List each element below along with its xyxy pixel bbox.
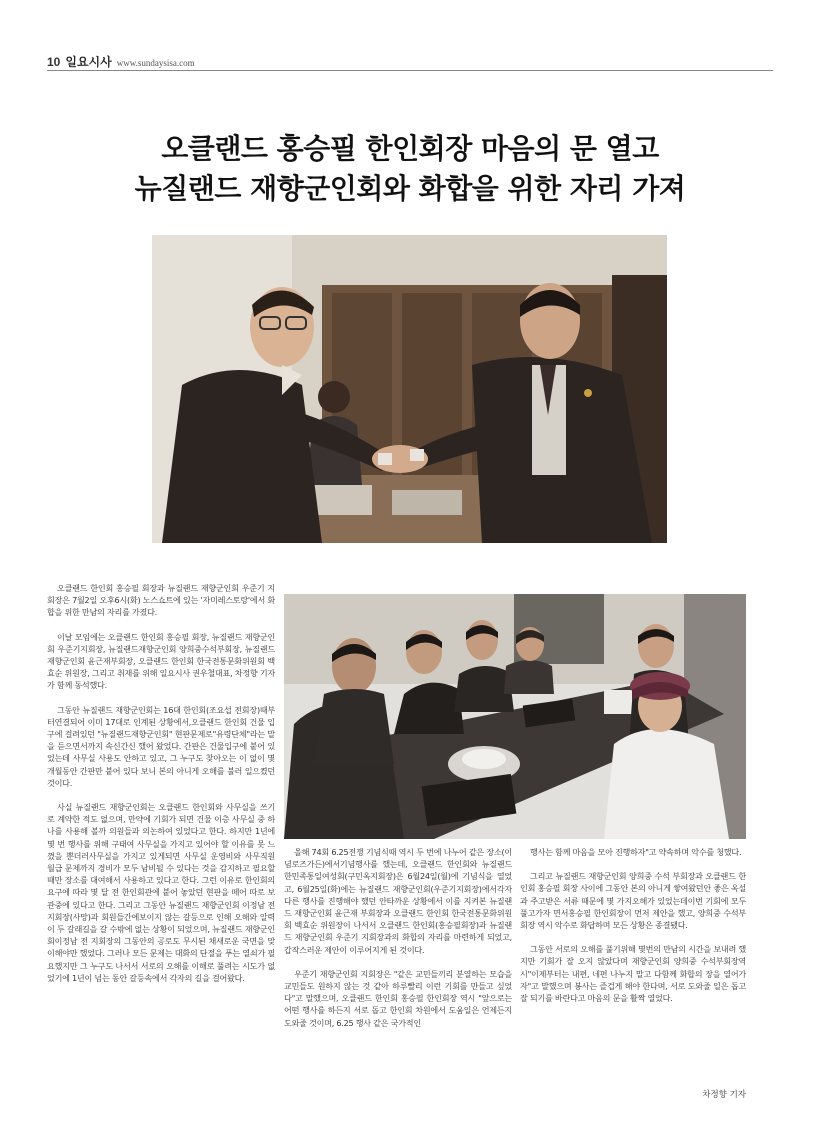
article-paragraph: 그동안 서로의 오해를 풀기위해 몇번의 만남의 시간을 보내려 했지만 기회가 잘 오지 않았다며 재향군인회 양희중 수석부회장역시"이제부터는 내편, 네편 나누지 말고 다함께 화합의 장을 열어가자"고 말했으며 봉사는 즐겁게 해야 한다며, 서로 도와줄 일은 돕고 잘 되기를 바란다고 마음의 문을 활짝 열었다. (520, 944, 746, 1004)
article-paragraph: 우준기 재향군인회 지회장은 "같은 교민들끼리 분열하는 모습을 교민들도 원하지 않는 것 같아 하루빨리 이런 기회를 만들고 싶었다"고 말했으며, 오클랜드 한인회 홍승필 한인회장 역시 "앞으로는 어떤 행사를 하든지 서로 돕고 한인회 차원에서 도움일은 언제든지 도와줄 것이며, 6.25 행사 같은 국가적인 (284, 968, 512, 1028)
group-dinner-photo (284, 594, 746, 839)
header-rule (47, 70, 773, 71)
publication-name: 일요시사 (65, 55, 112, 69)
headline-line-1: 오클랜드 홍승필 한인회장 마음의 문 열고 (161, 132, 659, 165)
article-column-middle (284, 846, 512, 1041)
article-paragraph: 그동안 뉴질랜드 재향군인회는 16대 한인회(조요섭 전회장)때부터연결되어 이미 17대로 인계된 상황에서,오클랜드 한인회 건물 입구에 걸려있던 "뉴질랜드재향군인회" 현판문제로"유령단체"라는 말을 듣으면서까지 속신간신 했어 왔었다. 간판은 건물입구에 붙어 있었는데 사무실 사용도 안하고 있고, 그 누구도 찾아오는 이 없이 몇 개월동안 간판만 붙어 있다 보니 본의 아니게 오해를 불러 일으켰던 것이다. (47, 704, 275, 788)
publication-url: www.sundaysisa.com (116, 58, 195, 68)
page-number: 10 (47, 55, 61, 69)
page-header (47, 53, 195, 71)
headline-line-2: 뉴질랜드 재향군인회와 화합을 위한 자리 가져 (134, 172, 686, 205)
article-paragraph: 그리고 뉴질랜드 재향군인회 양희중 수석 부회장과 오클랜드 한인회 홍승필 회장 사이에 그동안 본의 아니게 쌓여왔던안 좋은 옥설과 주고받은 서류 때문에 몇 가지오해가 있었는데이번 기회에 모두 풀고가자 면서홍승필 한인회장이 먼저 제안을 했고, 양희중 수석부회장 역시 악수로 화답하며 모든 상황은 종결됐다. (520, 871, 746, 931)
article-paragraph: 사실 뉴질랜드 재향군인회는 오클랜드 한인회와 사무실을 쓰기로 계약한 적도 없으며, 만약에 기회가 되면 건물 이층 사무실 중 하나를 사용해 볼까 의원들과 의논하여 있었다고 한다. 하지만 1년에 몇 번 행사를 위해 구태여 사무실을 가지고 있어야 할 이유를 못 느꼈을 뿐더러사무실을 가지고 있게되면 사무실 운영비와 사무직원 월급 문제까지 경비가 모두 남비될 수 있다는 것을 감지하고 필요할 때만 장소를 대여해서 사용하고 있다고 한다. 그런 이유로 한인회의 요구에 따라 몇 달 전 한인회관에 붙어 놓았던 현판을 떼어 따로 보관중에 있다고 한다. 그리고 그동안 뉴질랜드 재향군인회 이정남 전 지회장(사망)과 회원들간에보이지 않는 갈등으로 인해 오해와 알력이 두 갈래길을 갈 수밖에 없는 상황이 되었으며, 뉴질랜드 재향군인회이정남 전 지회장의 그동안의 공로도 무시된 채새로운 국면을 맞이해야만 했었다. 그러나 모든 문제는 대화의 단절을 푸는 열쇠가 필요했지만 그 누구도 나서서 서로의 오해를 이해로 풀려는 시도가 없었기에 1년이 넘는 동안 갈등속에서 각자의 길을 걸어왔다. (47, 802, 275, 983)
article-paragraph: 오클랜드 한인회 홍승필 회장과 뉴질랜드 재향군인회 우준기 지회장은 7월2일 오후6시(화) 노스쇼트에 있는 '자미레스토랑'에서 화합을 위한 만남의 자리를 가졌다. (47, 583, 275, 618)
article-paragraph: 이날 모임에는 오클랜드 한인회 홍승필 회장, 뉴질랜드 재향군인회 우준기지회장, 뉴질랜드재향군인회 양희중수석부회장, 뉴질랜드 재향군인회 윤근재부회장, 오클랜드 한인회 한국전통문화위원회 백효순 위원장, 그리고 취재를 위해 일요시사 권우철대표, 차정향 기자가 함께 동석했다. (47, 631, 275, 691)
article-column-left (47, 582, 275, 996)
article-paragraph: 행사는 함께 마음을 모아 진행하자"고 약속하며 악수를 청했다. (530, 847, 742, 857)
article-column-right (520, 846, 746, 1016)
reporter-byline: 차정향 기자 (702, 1090, 746, 1100)
handshake-photo (152, 235, 667, 543)
article-paragraph: 올해 74회 6.25전쟁 기념식때 역시 두 번에 나누어 같은 장소(이념로즈가든)에서기념행사를 했는데, 오클랜드 한인회와 뉴질랜드 한민족통일여성회(구민옥지회장)은 6월24일(월)에 기념식을 열었고, 6월25일(화)에는 뉴질랜드 재향군인회(우준기지회장)에서각자 다른 행사를 진행해야 했던 안타까운 상황에서 이를 지켜본 뉴질랜드 재향군인회 윤근재 부회장과 오클랜드 한인회 한국전통문화위원회 백효순 위원장이 나서서 오클랜드 한인회(홍승필회장)과 뉴질랜드 재향군인회 우준기 지회장과의 화합의 자리를 마련하게 되었고,갑작스러운 제안이 이루어지게 된 것이다. (284, 847, 512, 955)
